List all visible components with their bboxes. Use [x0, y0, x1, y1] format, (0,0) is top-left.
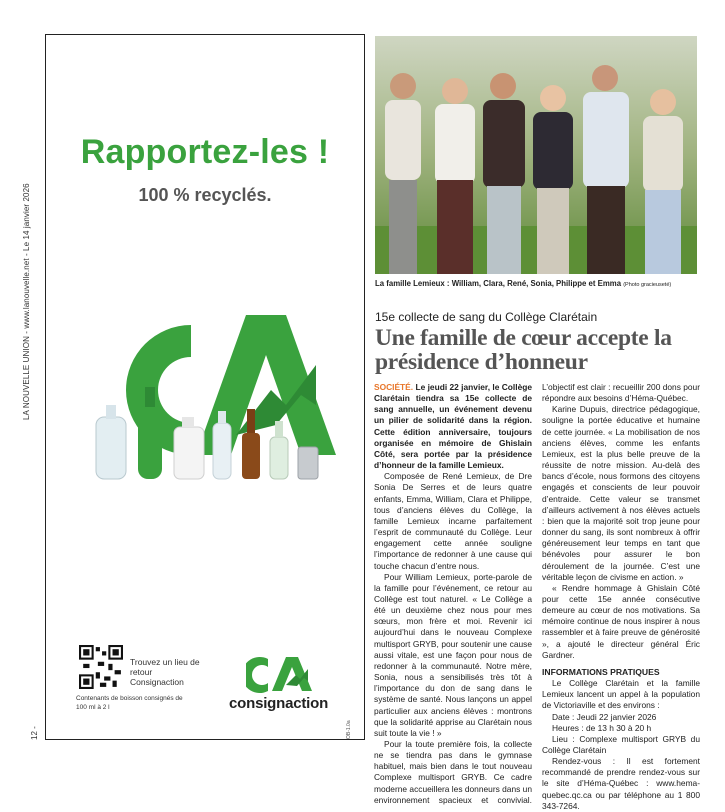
- person-emma: [643, 89, 683, 274]
- ad-headline: Rapportez-les !: [80, 133, 330, 171]
- consignaction-ad: [45, 34, 365, 740]
- paragraph-5: « Rendre hommage à Ghislain Côté pour cette 15e année consécutive demeure au cœur de nos motivations. Sa mémoire continue de nous inspirer à nous rassembler et à faire preuve de générosité », a ajouté le directeur général Éric Gardner.: [542, 582, 700, 660]
- page-number: 12 -: [30, 726, 39, 740]
- info-date: Date : Jeudi 22 janvier 2026: [552, 711, 657, 722]
- photo-caption: [375, 279, 671, 288]
- article-body: [374, 382, 700, 812]
- photo-credit: (Photo gracieuseté): [623, 282, 672, 288]
- paragraph-3: Pour la toute première fois, la collecte ne se tiendra pas dans le gymnase habituel, mais bien dans le tout nouveau Complexe multisport GRYB. Ce cadre moderne accueillera les donneurs dans un environnement spacieux et convivial. L’objectif est clair : recueillir 200 dons pour répondre aux besoins d’Héma-Québec.: [374, 382, 700, 805]
- containers-note: Contenants de boisson consignés de 100 ml à 2 l: [76, 695, 183, 711]
- person-sonia: [533, 85, 573, 274]
- family-photo: [375, 36, 697, 274]
- brand-name: consignaction: [229, 695, 329, 712]
- qr-code[interactable]: [79, 645, 123, 689]
- lead-text: Le jeudi 22 janvier, le Collège Clarétain tiendra sa 15e collecte de sang annuelle, un événement devenu un pilier de solidarité dans la région. Cette édition anniversaire, toujours organisée en mémoire de Ghislain Côté, sera portée par la présidence d’honneur de la famille Lemieux.: [374, 382, 533, 471]
- article-title: Une famille de cœur accepte la présidence d’honneur: [375, 325, 672, 375]
- info-rdv: Rendez-vous : Il est fortement recommandé de prendre rendez-vous sur le site d’Héma-Québec : www.hema-quebec.qc.ca ou par téléphone au 1 800 343-7264.: [542, 756, 700, 811]
- article-kicker: 15e collecte de sang du Collège Clarétain: [375, 310, 598, 324]
- paragraph-1: Composée de René Lemieux, de Dre Sonia De Serres et de leurs quatre enfants, Emma, William, Clara et Philippe, tous d’anciens élèves du Collège, la famille Lemieux incarne parfaitement l’esprit de communauté du Collège. Leur engagement cette année souligne l’importance de redonner à une cause qui touche chacun d’entre nous.: [374, 471, 532, 571]
- ad-subheadline: 100 % recyclés.: [138, 185, 272, 205]
- paragraph-2: Pour William Lemieux, porte-parole de la famille pour l’événement, ce retour au Collège est tout naturel. « Le Collège a été un deuxième chez nous pour mes sœurs, mon frère et moi. Revenir ici aujourd’hui dans le nouveau Complexe multisport GRYB, pour soutenir une cause aussi vitale, est une façon pour nous de redonner à la communauté. Notre mère, Sonia, nous a sensibilisés très tôt à l’importance du don de sang dans le système de santé. Nous lançons un appel particulier aux anciens élèves : montrons que la solidarité apprise au Clarétain nous suit toute la vie ! »: [374, 571, 532, 738]
- info-intro: Le Collège Clarétain et la famille Lemieux lancent un appel à la population de Victoriaville et des environs :: [542, 678, 700, 711]
- caption-text: La famille Lemieux : William, Clara, René, Sonia, Philippe et Emma: [375, 279, 622, 288]
- consignaction-logo-icon: [246, 653, 322, 697]
- article-lead-paragraph: [374, 382, 532, 471]
- person-clara: [435, 78, 475, 274]
- info-place: Lieu : Complexe multisport GRYB du Collège Clarétain: [542, 733, 700, 755]
- paragraph-4: Karine Dupuis, directrice pédagogique, souligne la portée éducative et humaine de cette journée. « La mobilisation de nos anciens élèves, comme les enfants Lemieux, est la plus belle preuve de la réussite de notre mission. Au-delà des bancs d’école, nous formons des citoyens engagés et conscients de leur pouvoir d’entraide. Cette valeur se transmet d’ailleurs activement à nos élèves actuels : bien que la majorité soit trop jeune pour donner du sang, ils sont nombreux à offrir généreusement leur temps en tant que bénévoles pour assurer le bon déroulement de la journée. C’est une véritable leçon de civisme en action. »: [542, 404, 700, 582]
- qr-caption: Trouvez un lieu de retour Consignaction: [130, 657, 200, 687]
- page-folio: LA NOUVELLE UNION - www.lanouvelle.net - Le 14 janvier 2026: [22, 183, 31, 420]
- person-william: [385, 73, 421, 274]
- person-philippe: [583, 65, 629, 274]
- ca-bottles-illustration: [86, 305, 336, 495]
- person-rene: [483, 73, 525, 274]
- info-hours: Heures : de 13 h 30 à 20 h: [552, 722, 652, 733]
- info-heading: INFORMATIONS PRATIQUES: [542, 666, 660, 677]
- ad-code: OB-1.0a: [346, 720, 352, 739]
- section-tag: SOCIÉTÉ.: [374, 382, 414, 392]
